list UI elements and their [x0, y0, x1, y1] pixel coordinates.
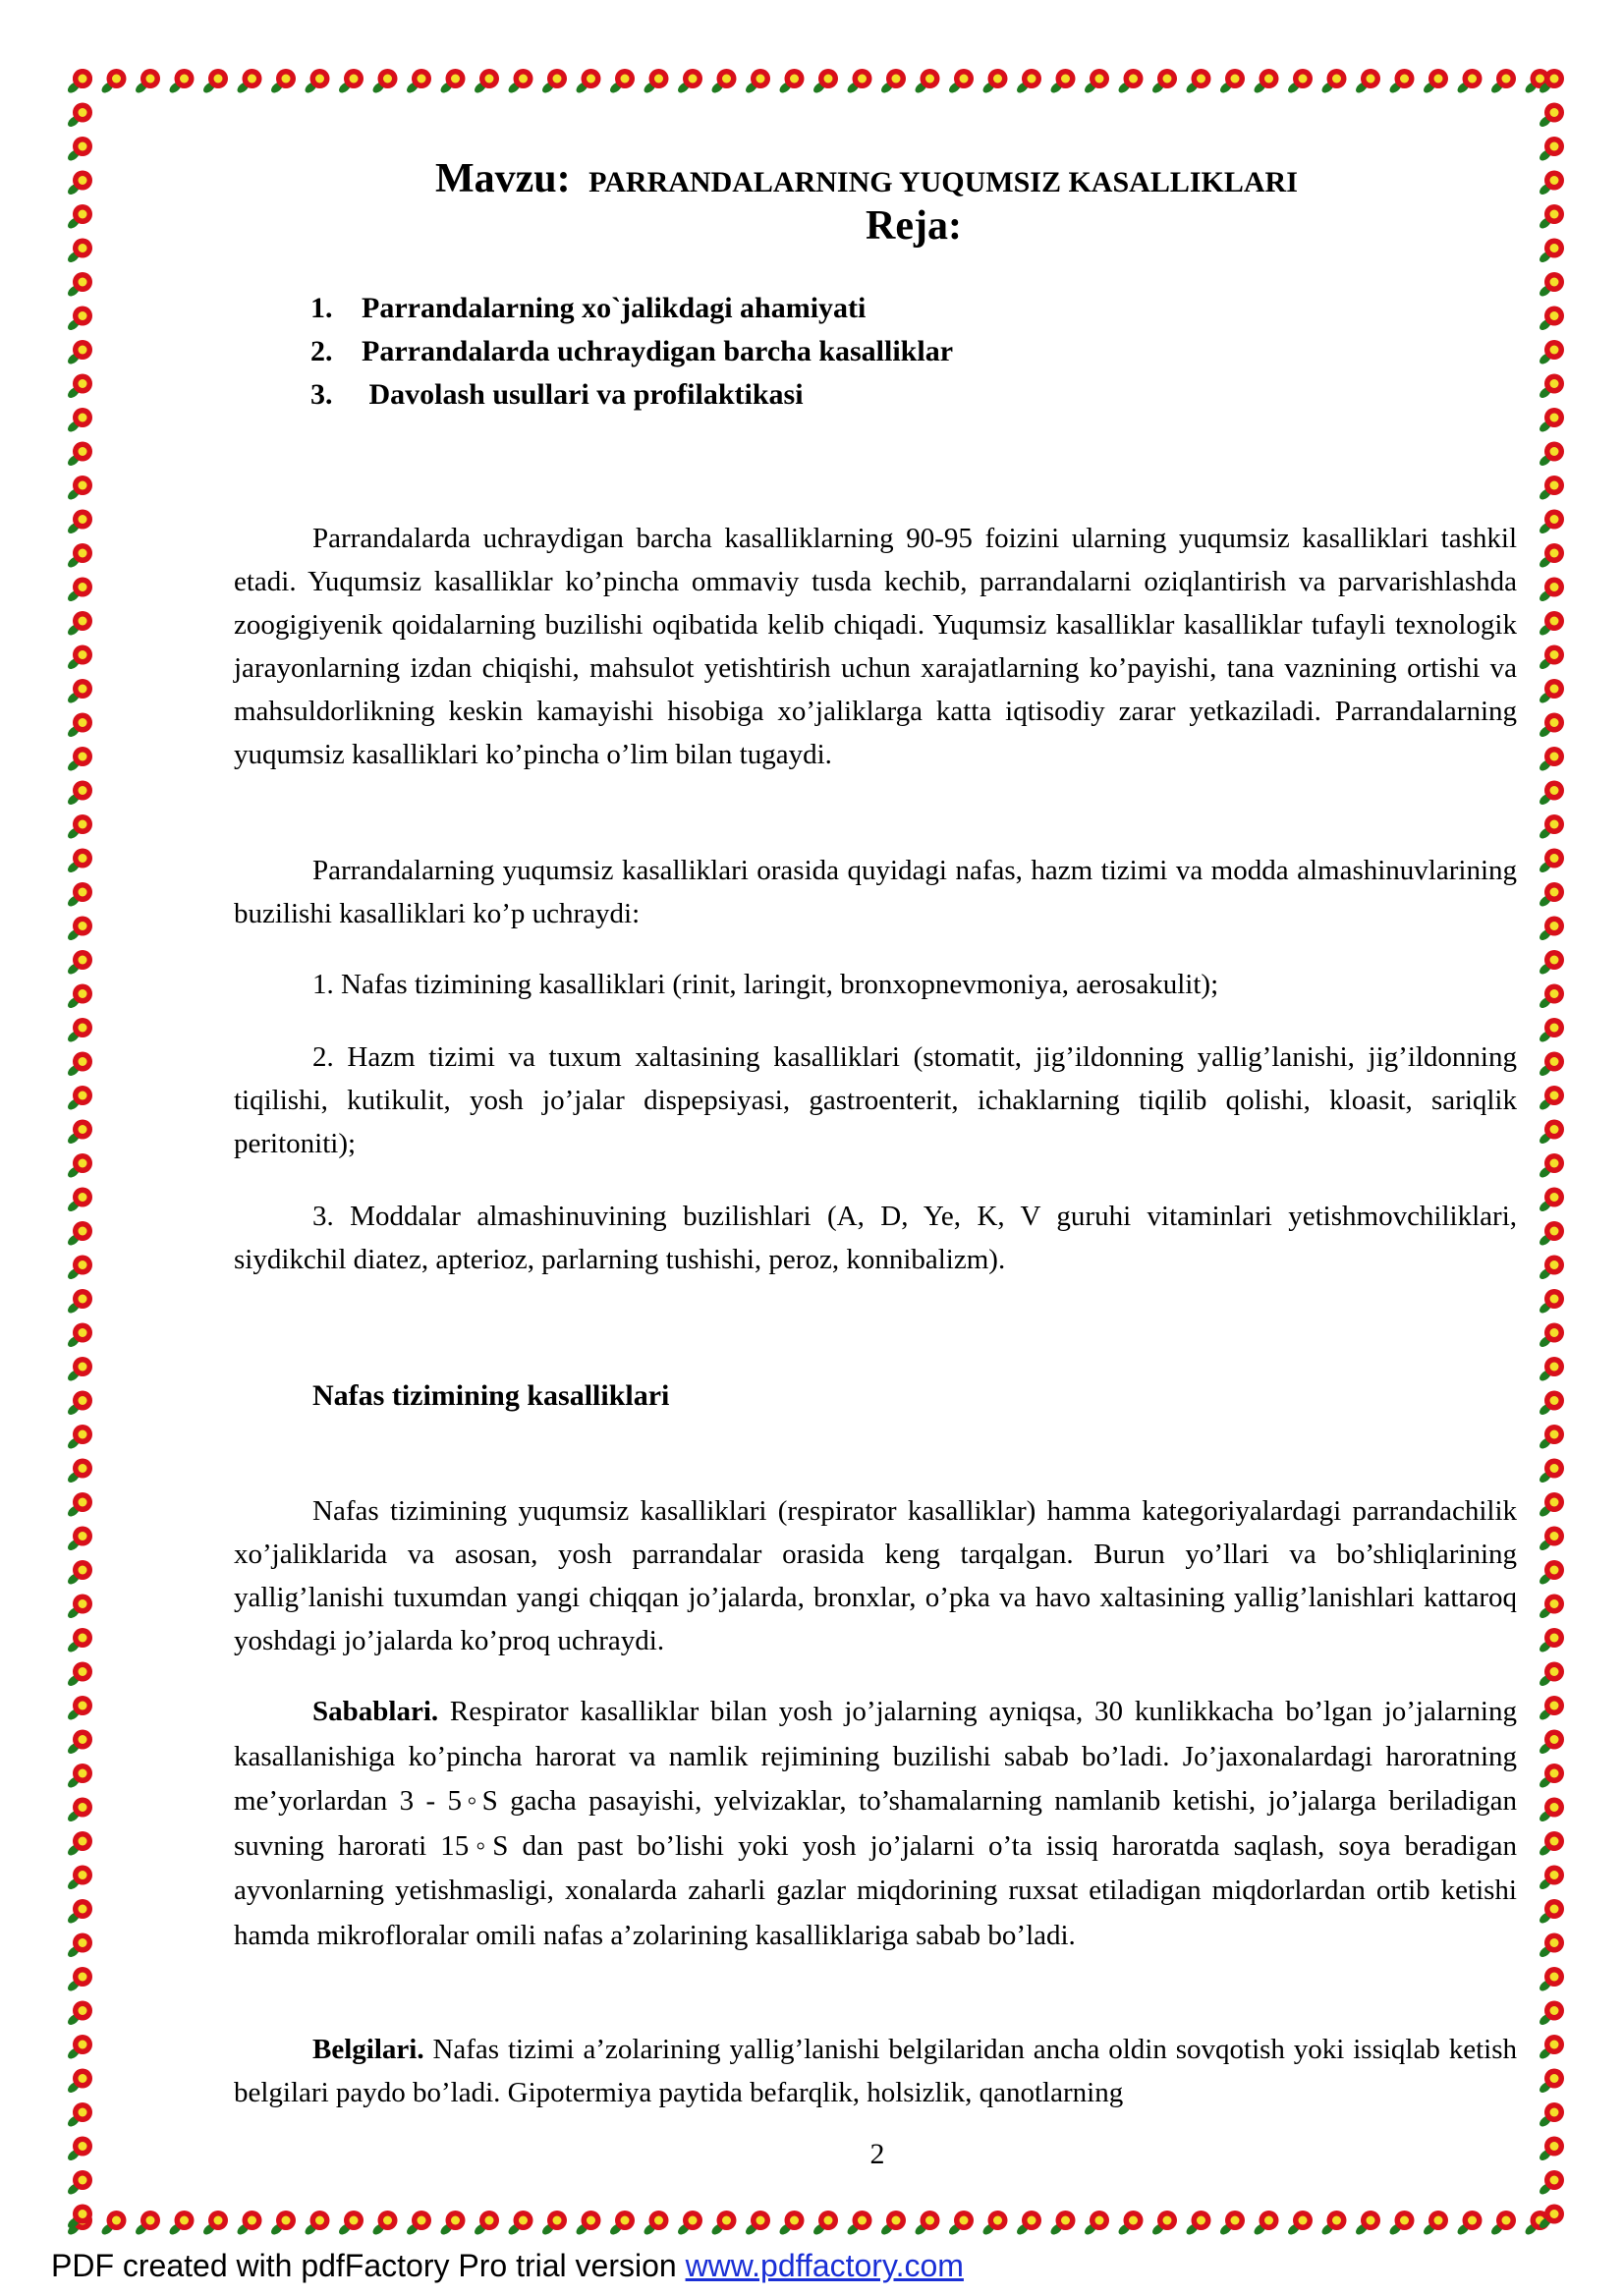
flower-ornament-icon: [1538, 1730, 1564, 1757]
flower-ornament-icon: [879, 69, 906, 95]
flower-ornament-icon: [66, 1628, 92, 1654]
flower-ornament-icon: [575, 2211, 601, 2237]
flower-ornament-icon: [608, 2211, 635, 2237]
flower-ornament-icon: [608, 69, 635, 95]
flower-ornament-icon: [1354, 69, 1380, 95]
flower-ornament-icon: [1538, 1527, 1564, 1553]
flower-ornament-icon: [66, 950, 92, 977]
flower-ornament-icon: [66, 171, 92, 197]
flower-border-right: [1537, 61, 1572, 2238]
flower-ornament-icon: [1538, 137, 1564, 163]
flower-ornament-icon: [1538, 1153, 1564, 1180]
plan-list: [310, 291, 953, 420]
flower-ornament-icon: [66, 2205, 92, 2231]
pdf-footer: [51, 2248, 964, 2284]
flower-ornament-icon: [1015, 2211, 1041, 2237]
flower-ornament-icon: [1538, 917, 1564, 943]
flower-ornament-icon: [1538, 2102, 1564, 2129]
footer-link[interactable]: www.pdffactory.com: [685, 2248, 964, 2283]
causes-paragraph: [234, 1690, 1517, 1958]
flower-ornament-icon: [540, 69, 567, 95]
flower-ornament-icon: [1538, 2205, 1564, 2231]
flower-ornament-icon: [1218, 69, 1245, 95]
flower-ornament-icon: [405, 2211, 431, 2237]
plan-item-text: Davolash usullari va profilaktikasi: [362, 378, 804, 411]
flower-ornament-icon: [1538, 1866, 1564, 1892]
flower-ornament-icon: [66, 442, 92, 469]
flower-ornament-icon: [744, 2211, 770, 2237]
flower-ornament-icon: [507, 69, 533, 95]
flower-ornament-icon: [371, 2211, 398, 2237]
flower-ornament-icon: [1218, 2211, 1245, 2237]
flower-ornament-icon: [66, 1696, 92, 1722]
flower-ornament-icon: [66, 679, 92, 705]
flower-ornament-icon: [66, 1831, 92, 1858]
flower-ornament-icon: [1286, 2211, 1313, 2237]
flower-ornament-icon: [66, 578, 92, 604]
flower-ornament-icon: [1538, 713, 1564, 740]
flower-ornament-icon: [304, 69, 330, 95]
flower-ornament-icon: [66, 1899, 92, 1926]
flower-ornament-icon: [66, 1391, 92, 1418]
flower-ornament-icon: [1185, 69, 1211, 95]
flower-ornament-icon: [778, 2211, 805, 2237]
flower-ornament-icon: [66, 1357, 92, 1383]
flower-ornament-icon: [812, 69, 838, 95]
flower-ornament-icon: [981, 69, 1008, 95]
flower-ornament-icon: [1538, 1052, 1564, 1079]
flower-ornament-icon: [1538, 578, 1564, 604]
topic-title: PARRANDALARNING YUQUMSIZ KASALLIKLARI: [588, 166, 1298, 198]
flower-ornament-icon: [1538, 1967, 1564, 1993]
flower-ornament-icon: [66, 1933, 92, 1960]
flower-ornament-icon: [100, 69, 127, 95]
flower-ornament-icon: [1538, 679, 1564, 705]
flower-ornament-icon: [1538, 2069, 1564, 2096]
plan-item-number: 1.: [310, 292, 333, 324]
plan-item-number: 3.: [310, 378, 333, 411]
groups-intro-paragraph: Parrandalarning yuqumsiz kasalliklari orasida quyidagi nafas, hazm tizimi va modda almashinuvlarining buzilishi kasalliklari ko’p uchraydi:: [234, 855, 1517, 929]
plan-heading: Reja:: [866, 203, 962, 249]
disease-group-2: 2. Hazm tizimi va tuxum xaltasining kasalliklari (stomatit, jig’ildonning yallig’lanishi, jig’ildonning tiqilishi, kutikulit, yosh jo’jalar dispepsiyasi, gastroenterit, ichaklarning tiqilib qolishi, kloasit, sariqlik peritoniti);: [234, 1041, 1517, 1159]
flower-ornament-icon: [1489, 69, 1516, 95]
flower-ornament-icon: [66, 1289, 92, 1316]
plan-item: [310, 291, 953, 334]
flower-ornament-icon: [710, 2211, 737, 2237]
flower-ornament-icon: [1538, 1662, 1564, 1689]
flower-ornament-icon: [643, 2211, 669, 2237]
flower-ornament-icon: [1456, 69, 1483, 95]
flower-ornament-icon: [1320, 2211, 1347, 2237]
flower-ornament-icon: [1253, 2211, 1279, 2237]
flower-ornament-icon: [778, 69, 805, 95]
flower-ornament-icon: [1049, 2211, 1076, 2237]
flower-ornament-icon: [1538, 1188, 1564, 1214]
flower-ornament-icon: [1538, 272, 1564, 299]
flower-ornament-icon: [1422, 69, 1448, 95]
flower-ornament-icon: [1538, 1459, 1564, 1485]
flower-ornament-icon: [1538, 645, 1564, 672]
flower-ornament-icon: [201, 69, 228, 95]
flower-ornament-icon: [1117, 2211, 1144, 2237]
flower-ornament-icon: [66, 814, 92, 841]
flower-ornament-icon: [66, 1459, 92, 1485]
flower-ornament-icon: [66, 1730, 92, 1757]
flower-ornament-icon: [66, 1052, 92, 1079]
causes-label: Sabablari.: [312, 1696, 439, 1727]
flower-ornament-icon: [710, 69, 737, 95]
flower-ornament-icon: [66, 747, 92, 773]
flower-ornament-icon: [1253, 69, 1279, 95]
signs-label: Belgilari.: [312, 2034, 424, 2065]
flower-ornament-icon: [643, 69, 669, 95]
flower-ornament-icon: [1538, 1120, 1564, 1147]
flower-ornament-icon: [744, 69, 770, 95]
flower-ornament-icon: [1538, 950, 1564, 977]
flower-ornament-icon: [66, 103, 92, 130]
flower-ornament-icon: [1538, 1764, 1564, 1790]
flower-ornament-icon: [1538, 1831, 1564, 1858]
flower-ornament-icon: [1538, 1628, 1564, 1654]
flower-ornament-icon: [66, 849, 92, 875]
flower-ornament-icon: [269, 69, 296, 95]
flower-ornament-icon: [1538, 611, 1564, 638]
flower-ornament-icon: [168, 69, 195, 95]
flower-ornament-icon: [1286, 69, 1313, 95]
topic-label: Mavzu:: [435, 156, 571, 201]
flower-ornament-icon: [1185, 2211, 1211, 2237]
flower-ornament-icon: [1538, 814, 1564, 841]
flower-ornament-icon: [66, 510, 92, 536]
flower-ornament-icon: [1388, 69, 1415, 95]
flower-ornament-icon: [1538, 543, 1564, 570]
plan-item-number: 2.: [310, 335, 333, 367]
plan-item-text: Parrandalarda uchraydigan barcha kasalliklar: [362, 335, 954, 367]
flower-ornament-icon: [1538, 408, 1564, 434]
flower-ornament-icon: [947, 2211, 974, 2237]
flower-ornament-icon: [914, 69, 940, 95]
flower-ornament-icon: [66, 1866, 92, 1892]
flower-ornament-icon: [66, 137, 92, 163]
section-heading: Nafas tizimining kasalliklari: [312, 1379, 670, 1412]
flower-ornament-icon: [66, 2035, 92, 2061]
intro-paragraph: Parrandalarda uchraydigan barcha kasalliklarning 90-95 foizini ularning yuqumsiz kasalliklari tashkil etadi. Yuqumsiz kasalliklar ko’pincha ommaviy tusda kechib, parrandalarni oziqlantirish va parvarishlashda zoogigiyenik qoidalarning buzilishi oqibatida kelib chiqadi. Yuqumsiz kasalliklar kasalliklar tufayli texnologik jarayonlarning izdan chiqishi, mahsulot yetishtirish uchun xarajatlarning ko’payishi, tana vaznining ortishi va mahsuldorlikning keskin kamayishi hisobiga xo’jaliklarga katta iqtisodiy zarar yetkaziladi. Parrandalarning yuqumsiz kasalliklari ko’pincha o’lim bilan tugaydi.: [234, 523, 1517, 770]
flower-ornament-icon: [66, 543, 92, 570]
flower-ornament-icon: [1538, 781, 1564, 808]
flower-ornament-icon: [337, 2211, 364, 2237]
flower-ornament-icon: [405, 69, 431, 95]
flower-ornament-icon: [1538, 1018, 1564, 1044]
footer-text: PDF created with pdfFactory Pro trial version: [51, 2248, 686, 2283]
respiratory-intro-paragraph: Nafas tizimining yuqumsiz kasalliklari (respirator kasalliklar) hamma kategoriyalardagi parrandachilik xo’jaliklarida va asosan, yosh parrandalar orasida keng tarqalgan. Burun yo’llari va bo’shliqlarining yallig’lanishi tuxumdan yangi chiqqan jo’jalarda, bronxlar, o’pka va havo xaltasining yallig’lanishlari kattaroq yoshdagi jo’jalarda ko’proq uchraydi.: [234, 1495, 1517, 1656]
flower-ornament-icon: [66, 340, 92, 366]
flower-ornament-icon: [66, 1492, 92, 1519]
flower-ornament-icon: [1538, 1798, 1564, 1824]
flower-ornament-icon: [676, 2211, 702, 2237]
flower-ornament-icon: [1538, 849, 1564, 875]
flower-ornament-icon: [473, 69, 499, 95]
flower-ornament-icon: [66, 1188, 92, 1214]
flower-ornament-icon: [1538, 510, 1564, 536]
flower-border-bottom: [65, 2203, 1572, 2238]
flower-ornament-icon: [1354, 2211, 1380, 2237]
flower-ornament-icon: [66, 1595, 92, 1621]
flower-ornament-icon: [201, 2211, 228, 2237]
flower-ornament-icon: [236, 2211, 262, 2237]
flower-ornament-icon: [66, 374, 92, 401]
flower-ornament-icon: [66, 882, 92, 909]
flower-ornament-icon: [1538, 2001, 1564, 2028]
flower-ornament-icon: [1538, 1492, 1564, 1519]
flower-ornament-icon: [1320, 69, 1347, 95]
flower-ornament-icon: [1538, 442, 1564, 469]
signs-text: Nafas tizimi a’zolarining yallig’lanishi belgilaridan ancha oldin sovqotish yoki issiqlab ketish belgilari paydo bo’ladi. Gipotermiya paytida befarqlik, holsizlik, qanotlarning: [234, 2034, 1517, 2108]
flower-ornament-icon: [66, 307, 92, 333]
flower-ornament-icon: [236, 69, 262, 95]
flower-ornament-icon: [66, 781, 92, 808]
flower-ornament-icon: [1456, 2211, 1483, 2237]
flower-ornament-icon: [66, 1967, 92, 1993]
flower-ornament-icon: [1083, 69, 1109, 95]
flower-ornament-icon: [66, 611, 92, 638]
signs-paragraph: [234, 2028, 1517, 2114]
flower-ornament-icon: [1538, 1899, 1564, 1926]
flower-ornament-icon: [1538, 69, 1564, 95]
flower-ornament-icon: [66, 2170, 92, 2197]
flower-ornament-icon: [134, 69, 160, 95]
flower-ornament-icon: [66, 1425, 92, 1451]
flower-ornament-icon: [1422, 2211, 1448, 2237]
flower-ornament-icon: [1538, 1933, 1564, 1960]
flower-ornament-icon: [1538, 1256, 1564, 1282]
flower-border-top: [65, 61, 1572, 96]
flower-ornament-icon: [879, 2211, 906, 2237]
flower-ornament-icon: [269, 2211, 296, 2237]
flower-ornament-icon: [914, 2211, 940, 2237]
flower-ornament-icon: [846, 69, 872, 95]
flower-ornament-icon: [1538, 984, 1564, 1011]
page-title: [435, 155, 1418, 202]
flower-ornament-icon: [66, 408, 92, 434]
flower-ornament-icon: [66, 1086, 92, 1112]
flower-ornament-icon: [1538, 2170, 1564, 2197]
flower-ornament-icon: [66, 1153, 92, 1180]
flower-ornament-icon: [66, 645, 92, 672]
flower-ornament-icon: [1538, 1696, 1564, 1722]
flower-ornament-icon: [1538, 374, 1564, 401]
flower-ornament-icon: [66, 1560, 92, 1587]
flower-ornament-icon: [1538, 1560, 1564, 1587]
flower-ornament-icon: [812, 2211, 838, 2237]
flower-ornament-icon: [439, 69, 466, 95]
flower-ornament-icon: [1538, 747, 1564, 773]
flower-ornament-icon: [66, 1798, 92, 1824]
flower-ornament-icon: [507, 2211, 533, 2237]
flower-ornament-icon: [1538, 476, 1564, 502]
flower-ornament-icon: [1150, 2211, 1177, 2237]
flower-ornament-icon: [473, 2211, 499, 2237]
flower-ornament-icon: [1150, 69, 1177, 95]
flower-ornament-icon: [66, 1120, 92, 1147]
flower-ornament-icon: [1015, 69, 1041, 95]
flower-ornament-icon: [134, 2211, 160, 2237]
flower-ornament-icon: [846, 2211, 872, 2237]
flower-ornament-icon: [1117, 69, 1144, 95]
flower-ornament-icon: [66, 2001, 92, 2028]
flower-ornament-icon: [1538, 103, 1564, 130]
flower-ornament-icon: [540, 2211, 567, 2237]
flower-ornament-icon: [1538, 2035, 1564, 2061]
disease-group-1: 1. Nafas tizimining kasalliklari (rinit, laringit, bronxopnevmoniya, aerosakulit);: [312, 969, 1219, 1000]
flower-ornament-icon: [66, 1662, 92, 1689]
flower-ornament-icon: [1538, 1357, 1564, 1383]
flower-ornament-icon: [66, 713, 92, 740]
flower-ornament-icon: [1538, 307, 1564, 333]
flower-ornament-icon: [66, 984, 92, 1011]
flower-ornament-icon: [1538, 1086, 1564, 1112]
flower-ornament-icon: [66, 1221, 92, 1248]
flower-ornament-icon: [1538, 340, 1564, 366]
plan-item: [310, 334, 953, 377]
flower-ornament-icon: [66, 272, 92, 299]
flower-ornament-icon: [1538, 1391, 1564, 1418]
flower-ornament-icon: [575, 69, 601, 95]
flower-ornament-icon: [66, 1256, 92, 1282]
flower-ornament-icon: [66, 1527, 92, 1553]
flower-ornament-icon: [1538, 1425, 1564, 1451]
flower-ornament-icon: [439, 2211, 466, 2237]
flower-ornament-icon: [100, 2211, 127, 2237]
flower-ornament-icon: [1083, 2211, 1109, 2237]
flower-ornament-icon: [66, 2069, 92, 2096]
flower-ornament-icon: [676, 69, 702, 95]
flower-ornament-icon: [1538, 1289, 1564, 1316]
flower-ornament-icon: [371, 69, 398, 95]
flower-ornament-icon: [66, 1764, 92, 1790]
flower-ornament-icon: [1538, 1221, 1564, 1248]
flower-border-left: [65, 61, 100, 2238]
flower-ornament-icon: [1538, 882, 1564, 909]
flower-ornament-icon: [66, 476, 92, 502]
plan-item: [310, 377, 953, 420]
flower-ornament-icon: [1049, 69, 1076, 95]
flower-ornament-icon: [66, 1018, 92, 1044]
flower-ornament-icon: [947, 69, 974, 95]
flower-ornament-icon: [1538, 1595, 1564, 1621]
disease-group-3: 3. Moddalar almashinuvining buzilishlari (A, D, Ye, K, V guruhi vitaminlari yetishmovchiliklari, siydikchil diatez, apterioz, parlarning tushishi, peroz, konnibalizm).: [234, 1201, 1517, 1275]
flower-ornament-icon: [337, 69, 364, 95]
flower-ornament-icon: [304, 2211, 330, 2237]
flower-ornament-icon: [66, 69, 92, 95]
flower-ornament-icon: [1489, 2211, 1516, 2237]
causes-text: Respirator kasalliklar bilan yosh jo’jalarning ayniqsa, 30 kunlikkacha bo’lgan jo’jalarning kasallanishiga ko’pincha harorat va namlik rejimining buzilishi sabab bo’ladi. Jo’jaxonalardagi haroratning me’yorlardan 3 - 5◦S gacha pasayishi, yelvizaklar, to’shamalarning namlanib ketishi, jo’jalarga beriladigan suvning harorati 15◦S dan past bo’lishi yoki yosh jo’jalarni o’ta issiq haroratda saqlash, soya beradigan ayvonlarning yetishmasligi, xonalarda zaharli gazlar miqdorining ruxsat etiladigan miqdorlardan ortib ketishi hamda mikrofloralar omili nafas a’zolarining kasalliklariga sabab bo’ladi.: [234, 1696, 1517, 1951]
flower-ornament-icon: [1388, 2211, 1415, 2237]
flower-ornament-icon: [981, 2211, 1008, 2237]
flower-ornament-icon: [66, 1323, 92, 1350]
flower-ornament-icon: [66, 917, 92, 943]
flower-ornament-icon: [1538, 1323, 1564, 1350]
page-number: 2: [869, 2138, 885, 2170]
flower-ornament-icon: [66, 2102, 92, 2129]
flower-ornament-icon: [168, 2211, 195, 2237]
flower-ornament-icon: [1538, 171, 1564, 197]
plan-item-text: Parrandalarning xo`jalikdagi ahamiyati: [362, 292, 867, 324]
